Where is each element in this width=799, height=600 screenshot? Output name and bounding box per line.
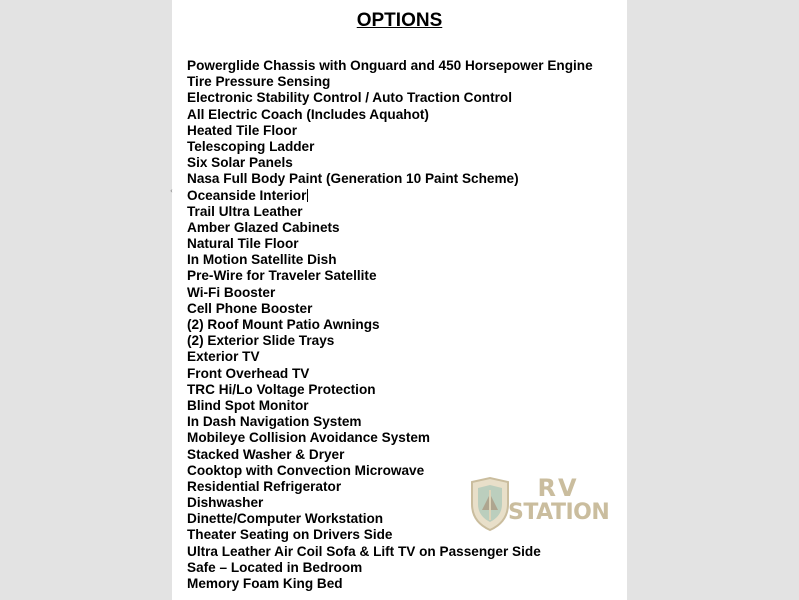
- option-text: Heated Tile Floor: [187, 122, 298, 138]
- option-text: (2) Exterior Slide Trays: [187, 333, 335, 349]
- watermark-rv: RV: [537, 474, 579, 502]
- option-item: [187, 155, 593, 171]
- option-item: [187, 188, 593, 204]
- option-item: [187, 236, 593, 252]
- option-text: Wi-Fi Booster: [187, 284, 276, 300]
- rv-station-logo-icon: [468, 476, 512, 532]
- option-item: [187, 414, 593, 430]
- option-text: Theater Seating on Drivers Side: [187, 527, 393, 543]
- option-item: [187, 366, 593, 382]
- option-text: Natural Tile Floor: [187, 236, 299, 252]
- option-text: Memory Foam King Bed: [187, 576, 343, 591]
- option-item: [187, 544, 593, 560]
- option-text: Powerglide Chassis with Onguard and 450 Horsepower Engine: [187, 58, 593, 73]
- option-item: [187, 447, 593, 463]
- option-text: Dinette/Computer Workstation: [187, 511, 384, 527]
- option-text: In Motion Satellite Dish: [187, 252, 337, 268]
- option-item: [187, 171, 593, 187]
- option-item: [187, 333, 593, 349]
- option-item: [187, 398, 593, 414]
- option-text: Nasa Full Body Paint (Generation 10 Paint Scheme): [187, 171, 519, 187]
- option-item: [187, 220, 593, 236]
- option-item: [187, 107, 593, 123]
- option-text: Amber Glazed Cabinets: [187, 219, 340, 235]
- option-item: [187, 349, 593, 365]
- edge-mark-icon: ‹: [170, 187, 173, 195]
- option-text: (2) Roof Mount Patio Awnings: [187, 317, 380, 332]
- option-text: TRC Hi/Lo Voltage Protection: [187, 381, 376, 397]
- option-text: Pre-Wire for Traveler Satellite: [187, 268, 377, 284]
- option-item: [187, 139, 593, 155]
- option-item: [187, 285, 593, 301]
- option-item: [187, 74, 593, 90]
- option-item: [187, 317, 593, 333]
- option-text: Dishwasher: [187, 495, 264, 511]
- option-item: [187, 204, 593, 220]
- option-item: [187, 382, 593, 398]
- option-text: Six Solar Panels: [187, 155, 293, 171]
- option-item: [187, 430, 593, 446]
- option-text: Exterior TV: [187, 349, 260, 365]
- watermark-station: STATION: [508, 500, 610, 525]
- option-text: Telescoping Ladder: [187, 138, 315, 154]
- option-text: Blind Spot Monitor: [187, 397, 309, 413]
- option-text: Ultra Leather Air Coil Sofa & Lift TV on Passenger Side: [187, 543, 541, 559]
- rv-station-watermark: [468, 476, 608, 532]
- option-text: Stacked Washer & Dryer: [187, 446, 345, 462]
- option-item: [187, 268, 593, 284]
- option-item: [187, 560, 593, 576]
- option-text: Trail Ultra Leather: [187, 203, 303, 219]
- option-text: Cell Phone Booster: [187, 300, 313, 316]
- option-item: [187, 90, 593, 106]
- option-text: Cooktop with Convection Microwave: [187, 462, 425, 478]
- document-title: OPTIONS: [356, 10, 443, 31]
- option-item: [187, 58, 593, 74]
- option-text: All Electric Coach (Includes Aquahot): [187, 106, 429, 122]
- text-cursor: [307, 189, 308, 202]
- option-text: Mobileye Collision Avoidance System: [187, 430, 430, 446]
- option-text: Front Overhead TV: [187, 365, 310, 381]
- option-item: [187, 123, 593, 139]
- option-text: Safe – Located in Bedroom: [187, 559, 363, 575]
- option-text: Tire Pressure Sensing: [187, 74, 331, 90]
- watermark-text: [508, 476, 608, 524]
- option-text: Electronic Stability Control / Auto Traction Control: [187, 90, 513, 106]
- option-item: [187, 301, 593, 317]
- option-text: In Dash Navigation System: [187, 414, 362, 430]
- option-text: Residential Refrigerator: [187, 478, 342, 494]
- option-text: Oceanside Interior: [187, 187, 307, 203]
- option-item: [187, 576, 593, 592]
- option-item: [187, 252, 593, 268]
